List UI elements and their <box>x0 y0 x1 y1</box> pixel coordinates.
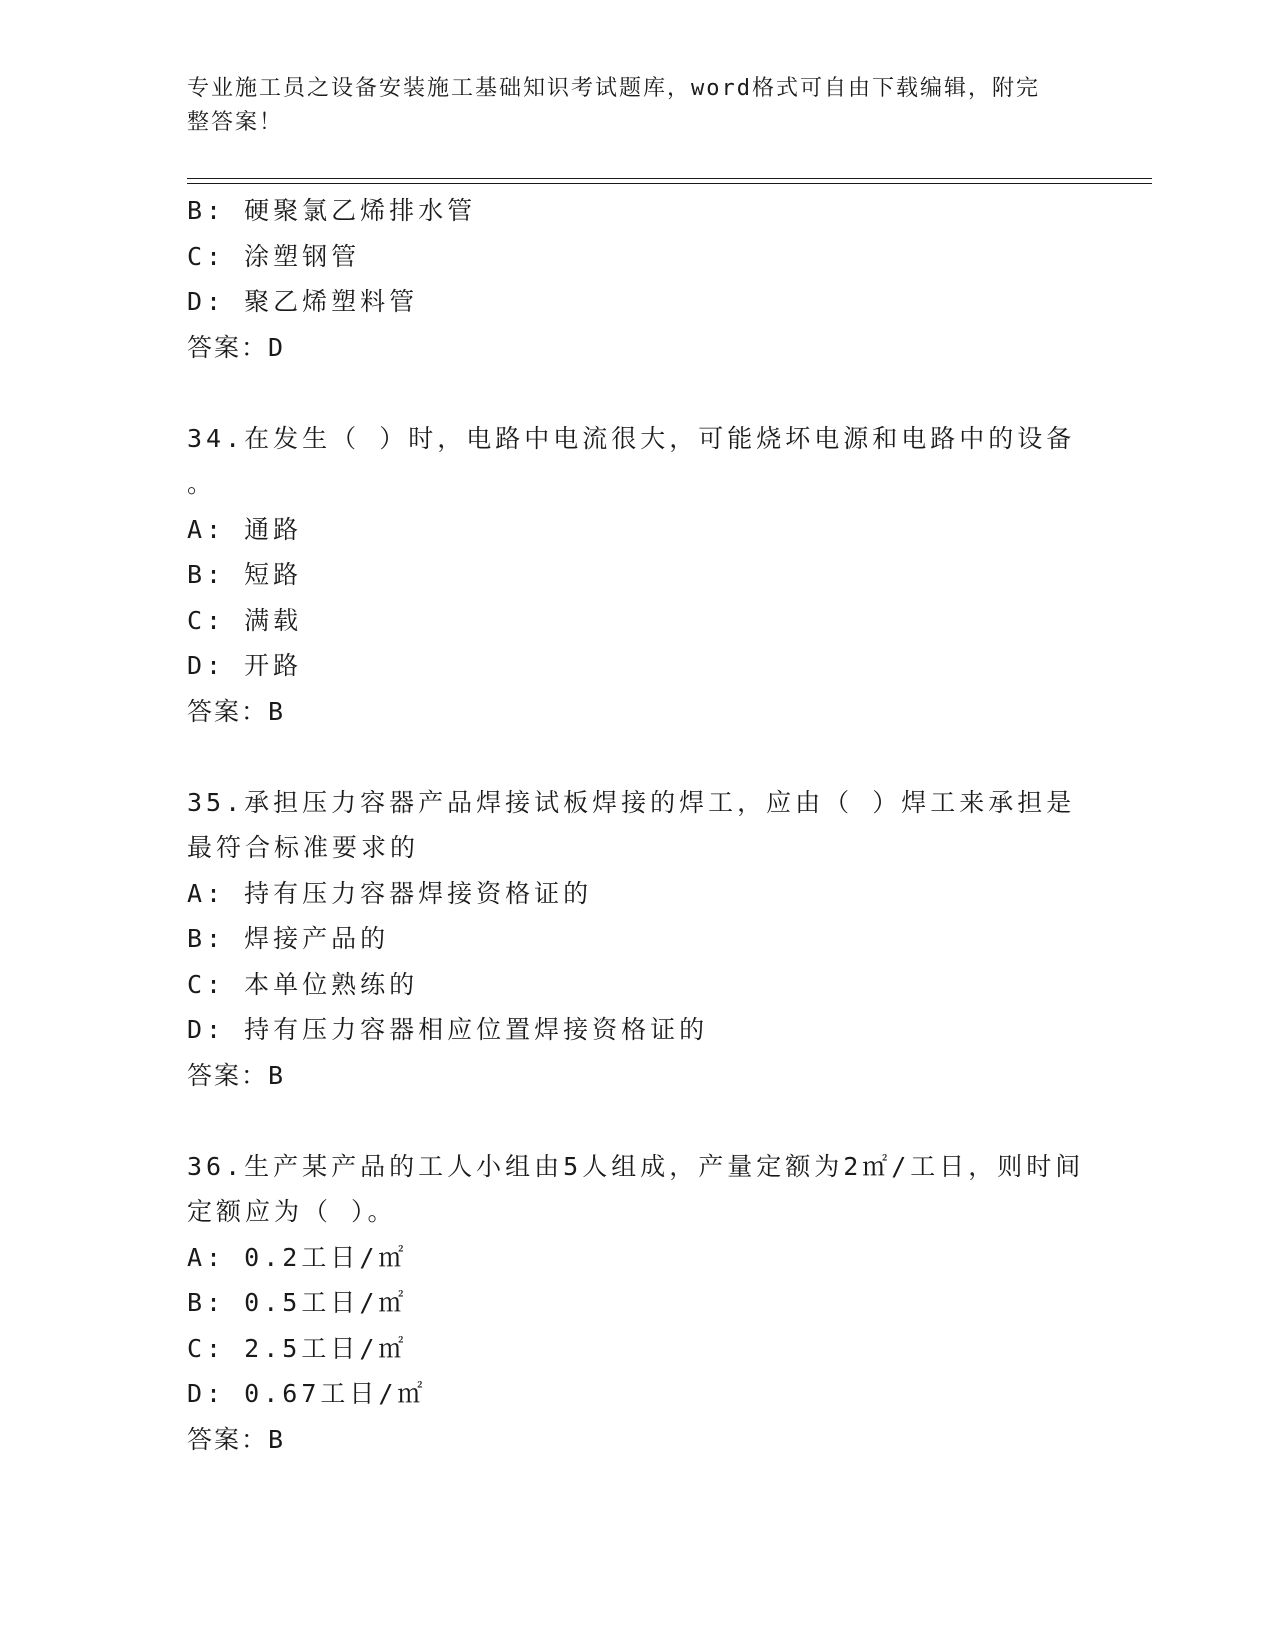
option-text: 开路 <box>244 651 303 680</box>
option-c <box>187 234 1087 280</box>
option-b <box>187 188 1087 234</box>
option-text: 短路 <box>244 560 303 589</box>
question-stem-line-2: 最符合标准要求的 <box>187 833 420 862</box>
option-text: 0.67工日/㎡ <box>244 1379 427 1408</box>
option-c <box>187 598 1087 644</box>
question-35 <box>187 780 1087 1099</box>
option-label: D: <box>187 651 226 680</box>
option-text: 涂塑钢管 <box>244 241 361 271</box>
option-text: 0.5工日/㎡ <box>244 1288 408 1317</box>
option-b <box>187 916 1087 962</box>
option-label: D: <box>187 287 226 316</box>
header-line-2: 整答案！ <box>187 110 284 135</box>
option-label: A: <box>187 878 226 908</box>
option-d <box>187 1007 1087 1053</box>
spacer <box>187 1098 1087 1144</box>
option-text: 通路 <box>244 514 303 544</box>
option-label: B: <box>187 924 226 953</box>
spacer <box>187 370 1087 416</box>
spacer <box>187 734 1087 780</box>
option-text: 满载 <box>244 605 303 635</box>
header-divider-bottom <box>187 183 1152 184</box>
option-b <box>187 1280 1087 1326</box>
question-list <box>187 188 1087 1462</box>
option-a <box>187 507 1087 553</box>
option-label: A: <box>187 1242 226 1272</box>
header-line-1: 专业施工员之设备安装施工基础知识考试题库，word格式可自由下载编辑，附完 <box>187 76 1040 101</box>
option-text: 持有压力容器焊接资格证的 <box>244 878 593 908</box>
option-label: C: <box>187 1333 226 1363</box>
option-d <box>187 279 1087 325</box>
option-a <box>187 871 1087 917</box>
answer-line: 答案：D <box>187 332 286 362</box>
option-text: 2.5工日/㎡ <box>244 1333 408 1363</box>
question-stem-line-1: 34.在发生（ ）时，电路中电流很大，可能烧坏电源和电路中的设备 <box>187 423 1076 453</box>
question-stem-line-2: 。 <box>187 469 217 498</box>
option-d <box>187 1371 1087 1417</box>
option-text: 持有压力容器相应位置焊接资格证的 <box>244 1015 709 1044</box>
option-d <box>187 643 1087 689</box>
header-divider-top <box>187 178 1152 179</box>
answer-line: 答案：B <box>187 1424 286 1454</box>
option-label: B: <box>187 560 226 589</box>
option-label: C: <box>187 605 226 635</box>
question-34 <box>187 416 1087 735</box>
option-label: C: <box>187 969 226 999</box>
option-label: B: <box>187 1288 226 1317</box>
answer-line: 答案：B <box>187 696 286 726</box>
option-label: D: <box>187 1379 226 1408</box>
option-label: C: <box>187 241 226 271</box>
question-stem-line-1: 35.承担压力容器产品焊接试板焊接的焊工，应由（ ）焊工来承担是 <box>187 787 1076 817</box>
question-36 <box>187 1144 1087 1463</box>
question-stem-line-1: 36.生产某产品的工人小组由5人组成，产量定额为2㎡/工日，则时间 <box>187 1151 1085 1181</box>
option-b <box>187 552 1087 598</box>
option-c <box>187 1326 1087 1372</box>
option-a <box>187 1235 1087 1281</box>
option-c <box>187 962 1087 1008</box>
option-label: B: <box>187 196 226 225</box>
option-text: 聚乙烯塑料管 <box>244 287 419 316</box>
option-text: 0.2工日/㎡ <box>244 1242 408 1272</box>
option-text: 本单位熟练的 <box>244 969 419 999</box>
question-stem-line-2: 定额应为（ ）。 <box>187 1197 397 1226</box>
answer-line: 答案：B <box>187 1060 286 1090</box>
option-text: 焊接产品的 <box>244 924 390 953</box>
option-text: 硬聚氯乙烯排水管 <box>244 196 477 225</box>
option-label: D: <box>187 1015 226 1044</box>
document-header <box>187 72 1067 140</box>
carryover-question <box>187 188 1087 370</box>
option-label: A: <box>187 514 226 544</box>
